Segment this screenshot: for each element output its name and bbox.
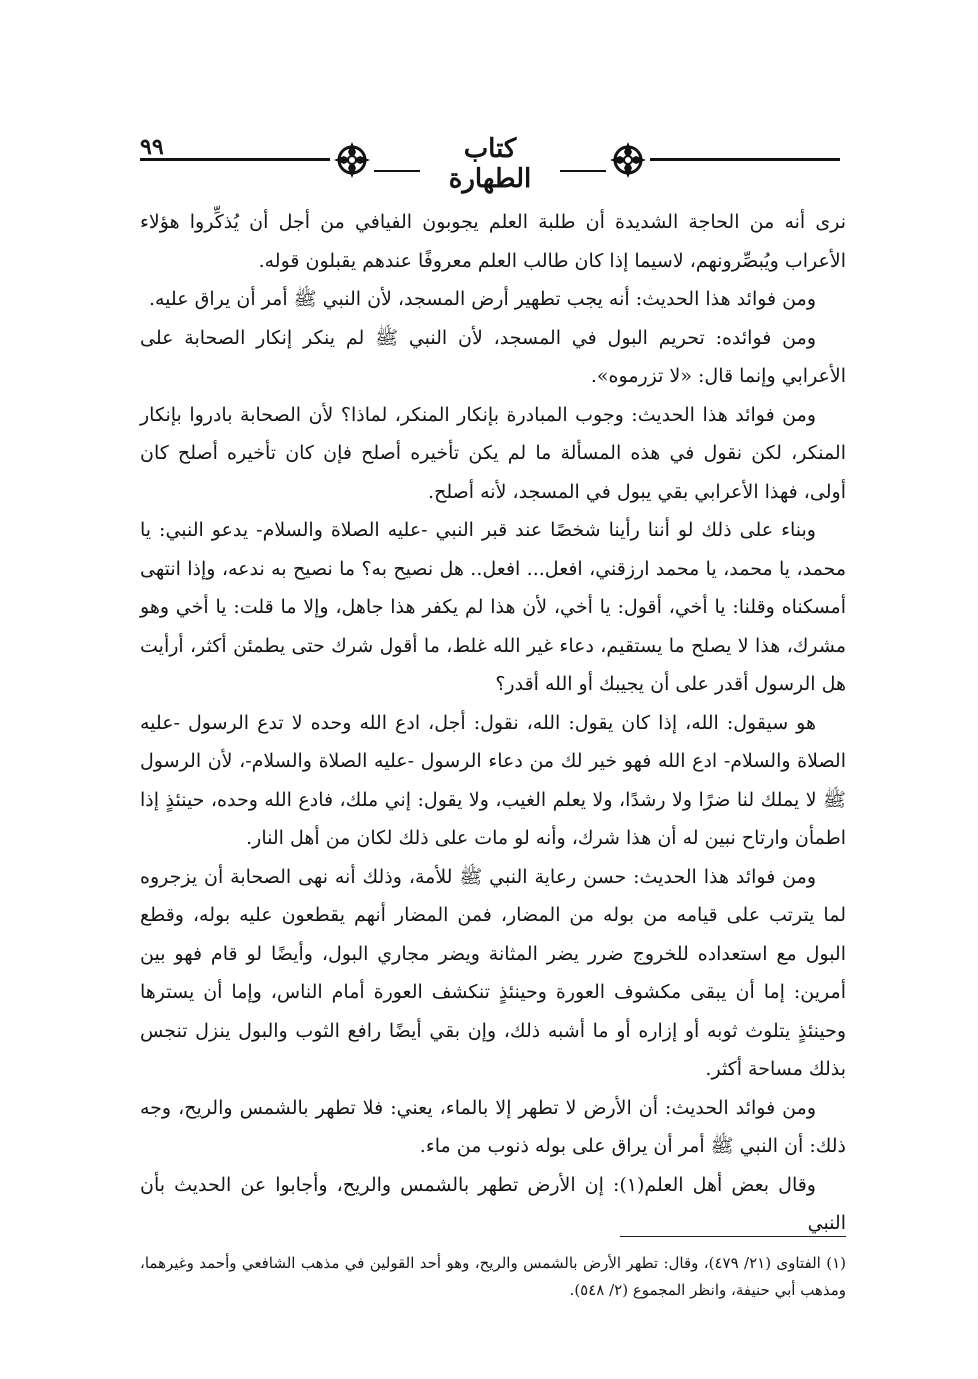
paragraph: وقال بعض أهل العلم(١): إن الأرض تطهر بالشمس والريح، وأجابوا عن الحديث بأن النبي [140, 1173, 846, 1234]
right-ornament-icon [606, 138, 650, 182]
chapter-title: كتاب الطهارة [448, 134, 532, 194]
footnote-separator [620, 1236, 846, 1237]
paragraph: ومن فوائده: تحريم البول في المسجد، لأن النبي ﷺ لم ينكر إنكار الصحابة على الأعرابي وإنما قال: «لا تزرموه». [140, 326, 846, 387]
paragraph: ومن فوائد هذا الحديث: حسن رعاية النبي ﷺ للأمة، وذلك أنه نهى الصحابة أن يزجروه لما يترتب على قيامه من بوله من المضار، فمن المضار أنهم يقطعون عليه بوله، وقطع البول مع استعداده للخروج ضرر يضر المثانة ويضر مجاري البول، وأيضًا لو قام فهو بين أمرين: إما أن يبقى مكشوف العورة وحينئذٍ تنكشف العورة أمام الناس، وإما أن يسترها وحينئذٍ يتلوث ثوبه أو إزاره أو ما أشبه ذلك، وإن بقي أيضًا رافع الثوب والبول ينزل تنجس بذلك مساحة أكثر. [140, 865, 846, 1080]
paragraph: ومن فوائد الحديث: أن الأرض لا تطهر إلا بالماء، يعني: فلا تطهر بالشمس والريح، وجه ذلك: أن النبي ﷺ أمر أن يراق على بوله ذنوب من ماء. [140, 1096, 846, 1157]
header-rule-left [140, 158, 330, 161]
page-number: ٩٩ [140, 134, 164, 160]
left-ornament-icon [330, 138, 374, 182]
main-text [140, 203, 846, 1243]
paragraph: ومن فوائد هذا الحديث: أنه يجب تطهير أرض المسجد، لأن النبي ﷺ أمر أن يراق عليه. [148, 288, 816, 310]
header-rule-center-right [560, 170, 606, 172]
paragraph: ومن فوائد هذا الحديث: وجوب المبادرة بإنكار المنكر، لماذا؟ لأن الصحابة بادروا بإنكار المنكر، لكن نقول في هذه المسألة ما لم يكن تأخيره أصلح فإن كان تأخيره أصلح كان أولى، فهذا الأعرابي بقي يبول في المسجد، لأنه أصلح. [140, 403, 846, 503]
paragraph: وبناء على ذلك لو أننا رأينا شخصًا عند قبر النبي -عليه الصلاة والسلام- يدعو النبي: يا محمد، يا محمد، يا محمد ارزقني، افعل... افعل.. هل نصيح به؟ ما نصيح به ندعه، وإذا انتهى أمسكناه وقلنا: يا أخي، أقول: يا أخي، لأن هذا لم يكفر هذا جاهل، وإلا ما قلت: يا أخي وهو مشرك، هذا لا يصلح ما يستقيم، دعاء غير الله غلط، ما أقول شرك حتى يطمئن أكثر، أرأيت هل الرسول أقدر على أن يجيبك أو الله أقدر؟ [140, 519, 846, 695]
footnotes [140, 1250, 846, 1304]
paragraph: هو سيقول: الله، إذا كان يقول: الله، نقول: أجل، ادع الله وحده لا تدع الرسول -عليه الصلاة والسلام- ادع الله فهو خير لك من دعاء الرسول -عليه الصلاة والسلام-، لأن الرسول ﷺ لا يملك لنا ضرًا ولا رشدًا، ولا يعلم الغيب، ولا يقول: إني ملك، فادع الله وحده، حينئذٍ إذا اطمأن وارتاح نبين له أن هذا شرك، وأنه لو مات على ذلك لكان من أهل النار. [140, 711, 846, 849]
header-rule-center [374, 170, 420, 172]
header-rule-right [650, 158, 840, 161]
footnote: (١) الفتاوى (٢١/ ٤٧٩)، وقال: تطهر الأرض بالشمس والريح، وهو أحد القولين في مذهب الشافعي وأحمد وغيرهما، ومذهب أبي حنيفة، وانظر المجموع (٢/ ٥٤٨). [140, 1254, 846, 1299]
paragraph: نرى أنه من الحاجة الشديدة أن طلبة العلم يجوبون الفيافي من أجل أن يُذكِّروا هؤلاء الأعراب ويُبصِّرونهم، لاسيما إذا كان طالب العلم معروفًا عندهم يقبلون قوله. [140, 211, 846, 272]
page-header [140, 128, 840, 198]
